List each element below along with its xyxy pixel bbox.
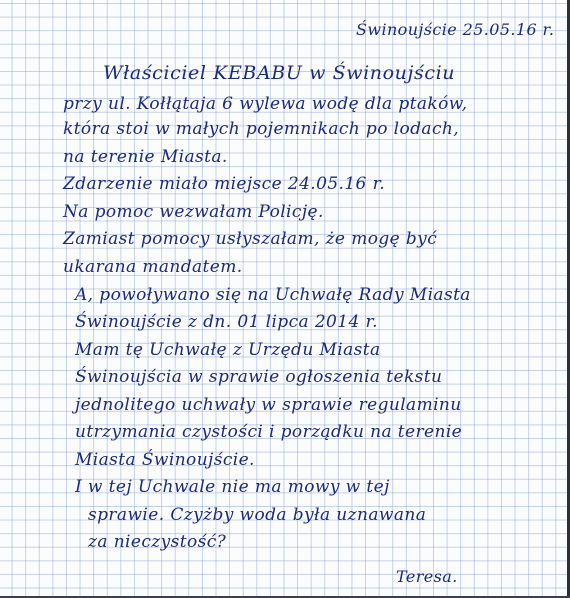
letter-line-4: na terenie Miasta. (63, 147, 228, 167)
letter-line-10: Świnoujście z dn. 01 lipca 2014 r. (75, 312, 378, 332)
letter-line-3: która stoi w małych pojemnikach po lodach, (63, 119, 460, 139)
letter-line-2: przy ul. Kołłątaja 6 wylewa wodę dla ptaków, (63, 94, 468, 114)
letter-line-15: Miasta Świnoujście. (75, 450, 255, 470)
letter-line-17: sprawie. Czyżby woda była uznawana (88, 505, 427, 525)
letter-line-12: Świnoujścia w sprawie ogłoszenia tekstu (75, 367, 443, 387)
letter-line-5: Zdarzenie miało miejsce 24.05.16 r. (63, 174, 386, 194)
letter-line-6: Na pomoc wezwałam Policję. (63, 202, 324, 222)
letter-line-18: za nieczystość? (88, 532, 227, 552)
letter-line-13: jednolitego uchwały w sprawie regulaminu (75, 395, 462, 415)
letter-line-7: Zamiast pomocy usłyszałam, że mogę być (63, 229, 438, 249)
letter-date: Świnoujście 25.05.16 r. (356, 20, 555, 39)
letter-line-16: I w tej Uchwale nie ma mowy w tej (75, 477, 390, 497)
letter-line-11: Mam tę Uchwałę z Urzędu Miasta (75, 340, 381, 360)
letter-line-8: ukarana mandatem. (63, 257, 243, 277)
letter-line-9: A, powoływano się na Uchwałę Rady Miasta (75, 285, 471, 305)
letter-signature: Teresa. (396, 567, 458, 586)
letter-line-14: utrzymania czystości i porządku na terenie (75, 422, 463, 442)
letter-line-1: Właściciel KEBABU w Świnoujściu (103, 62, 456, 84)
